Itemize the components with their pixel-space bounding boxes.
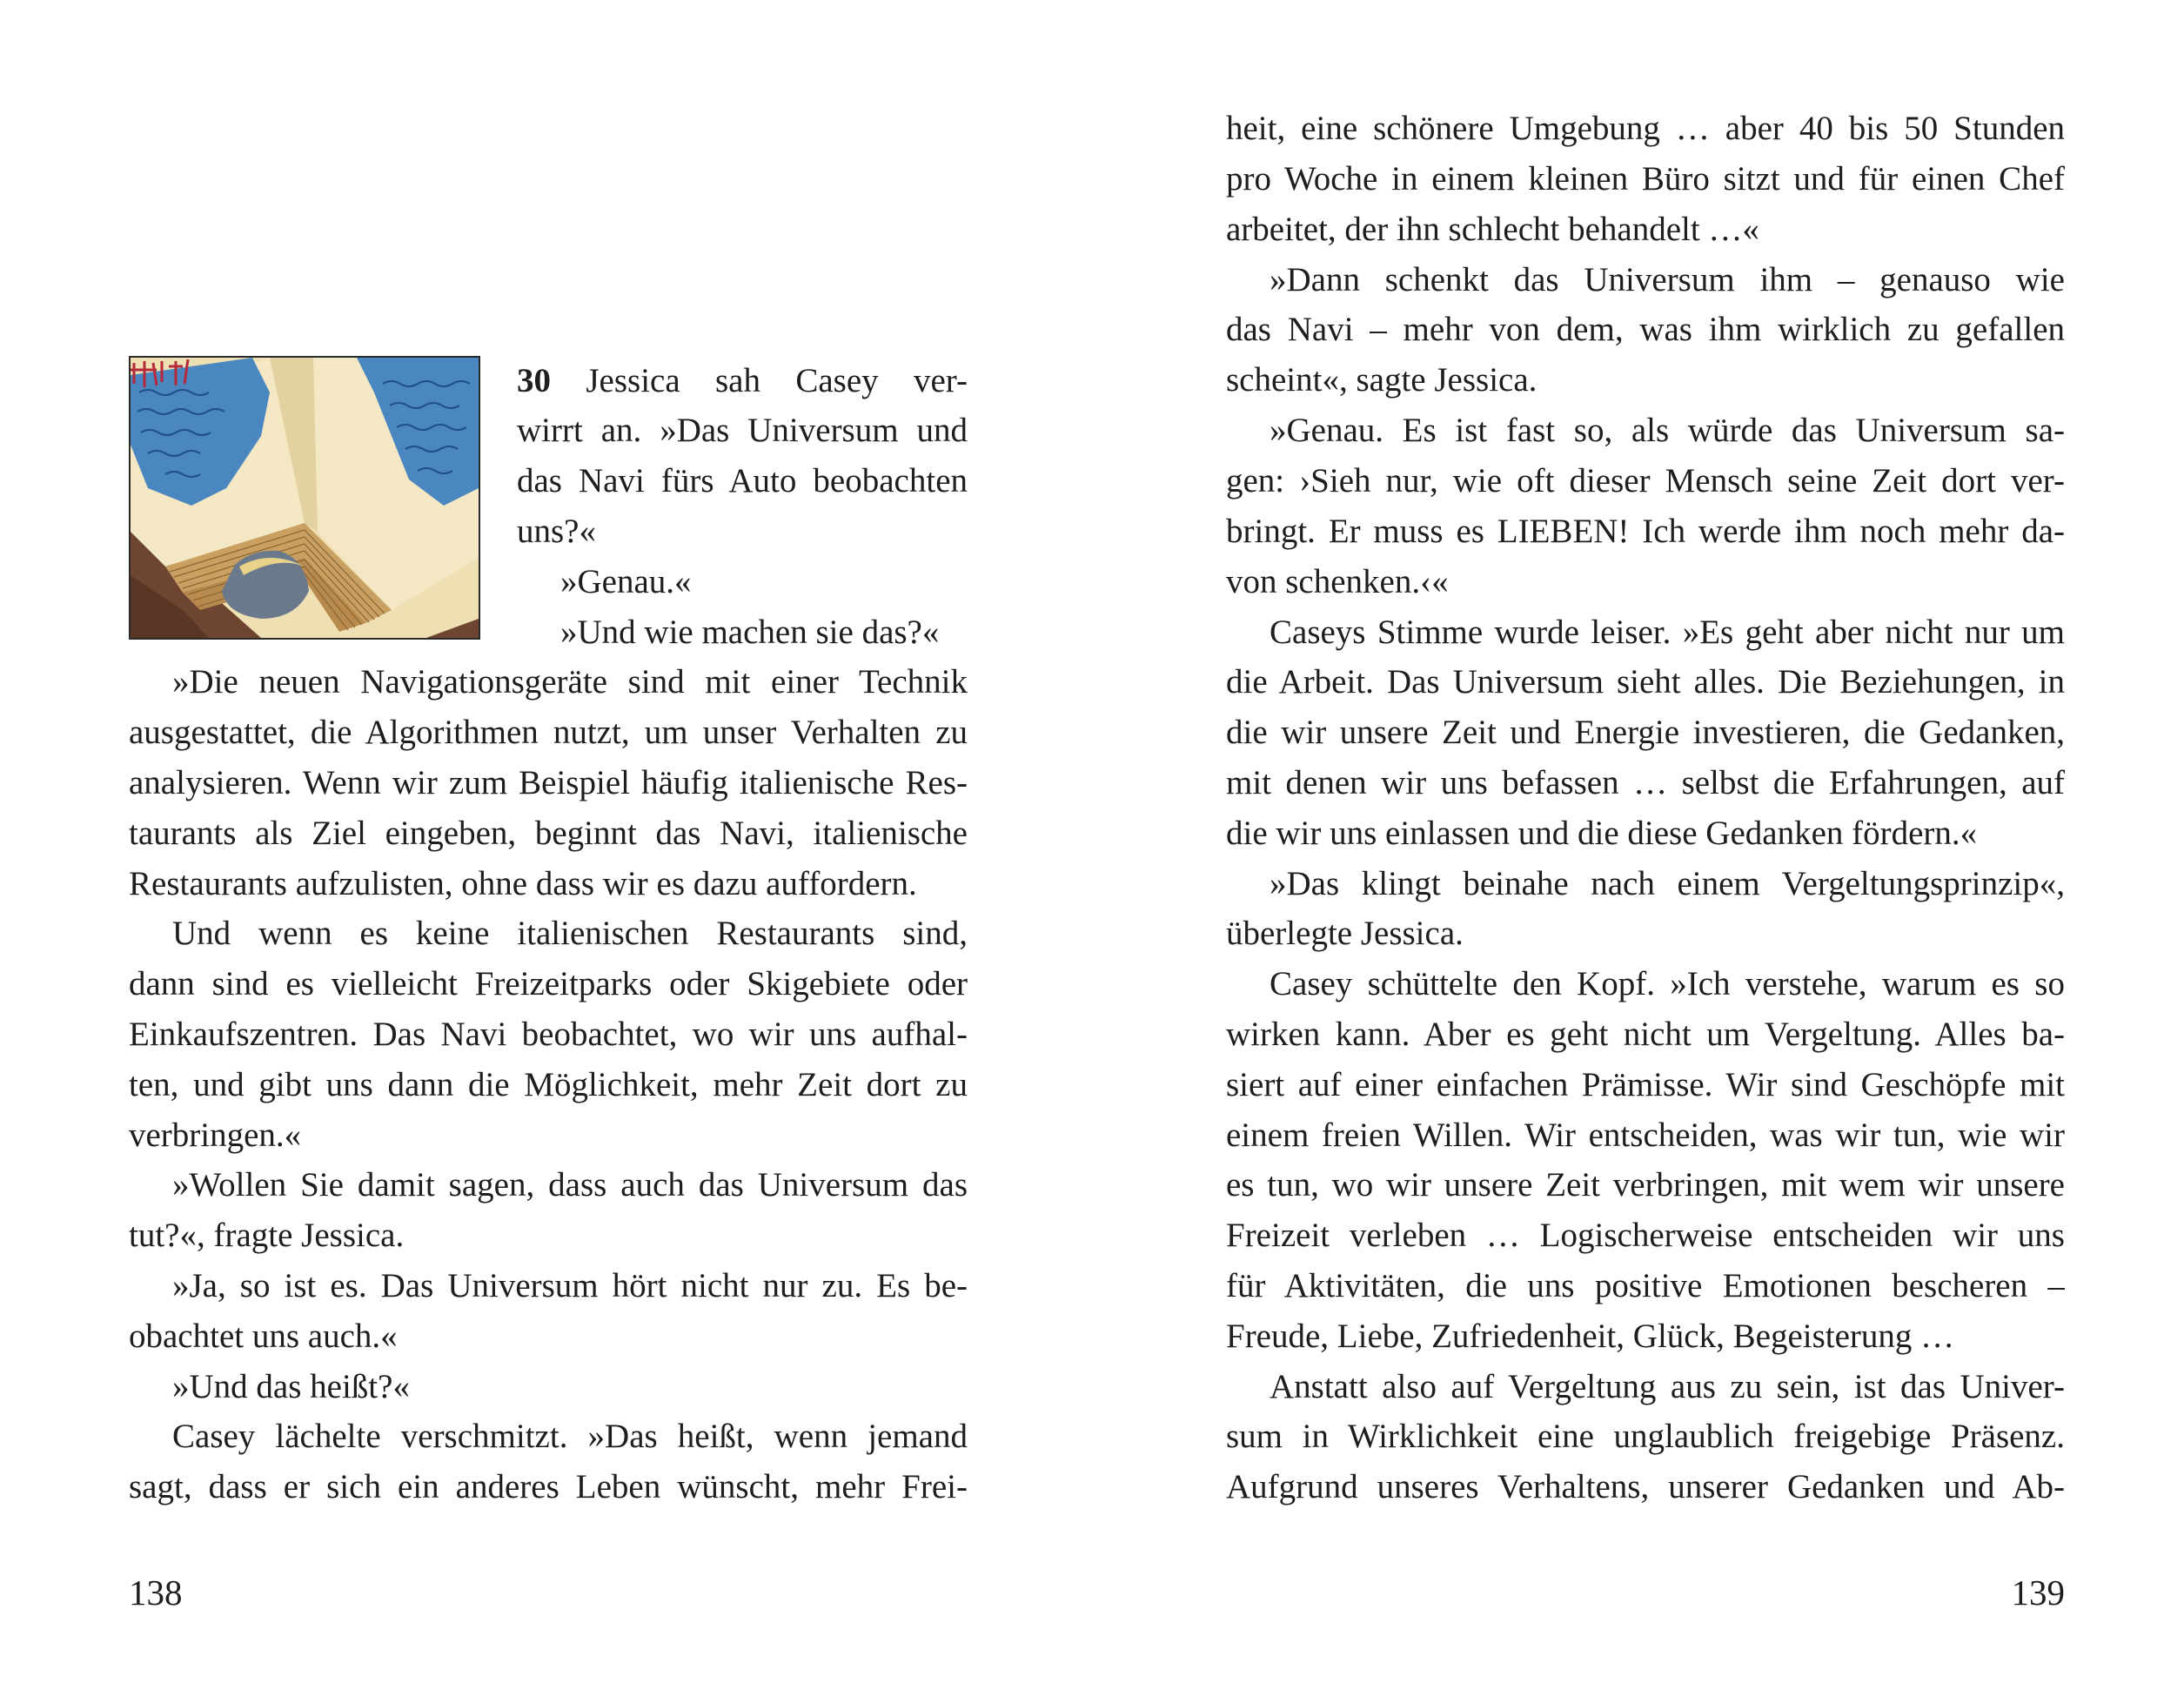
text-line: uns?« (517, 513, 596, 550)
text-line: »Und das heißt?« (172, 1368, 410, 1405)
text-line: die Arbeit. Das Universum sieht alles. Die Beziehungen, in (1226, 663, 2065, 701)
text-line: Restaurants aufzulisten, ohne dass wir es dazu auffordern. (129, 865, 917, 902)
text-line: verbringen.« (129, 1116, 302, 1154)
text-line: »Genau.« (560, 563, 692, 600)
chapter-first-line-text: Jessica sah Casey ver- (586, 362, 968, 399)
text-line: überlegte Jessica. (1226, 915, 1464, 952)
open-book-illustration (129, 356, 480, 640)
text-line: »Die neuen Navigationsgeräte sind mit einer Technik (172, 663, 968, 701)
text-line: obachtet uns auch.« (129, 1318, 398, 1355)
text-line: Casey lächelte verschmitzt. »Das heißt, wenn jemand (172, 1418, 968, 1455)
page-number: 139 (2011, 1572, 2065, 1613)
text-line: von schenken.‹« (1226, 563, 1449, 600)
text-line: Aufgrund unseres Verhaltens, unserer Gedanken und Ab- (1226, 1468, 2065, 1505)
text-line: siert auf einer einfachen Prämisse. Wir sind Geschöpfe mit (1226, 1066, 2065, 1103)
text-line: »Dann schenkt das Universum ihm – genauso wie (1270, 261, 2065, 298)
text-line: einem freien Willen. Wir entscheiden, was wir tun, wie wir (1226, 1116, 2065, 1154)
text-line: die wir uns einlassen und die diese Gedanken fördern.« (1226, 815, 1978, 852)
text-line: tut?«, fragte Jessica. (129, 1217, 405, 1254)
text-line: Einkaufszentren. Das Navi beobachtet, wo wir uns aufhal- (129, 1016, 968, 1053)
text-line: sagt, dass er sich ein anderes Leben wünscht, mehr Frei- (129, 1468, 968, 1505)
text-line: wirrt an. »Das Universum und (517, 412, 968, 449)
text-line: heit, eine schönere Umgebung … aber 40 bis 50 Stunden (1226, 110, 2065, 147)
text-line: ten, und gibt uns dann die Möglichkeit, mehr Zeit dort zu (129, 1066, 968, 1103)
text-line: »Genau. Es ist fast so, als würde das Universum sa- (1270, 412, 2065, 449)
text-line: das Navi fürs Auto beobachten (517, 462, 968, 500)
right-page (1092, 0, 2184, 1683)
text-line: Freude, Liebe, Zufriedenheit, Glück, Begeisterung … (1226, 1318, 1955, 1355)
text-line: wirken kann. Aber es geht nicht um Vergeltung. Alles ba- (1226, 1016, 2065, 1053)
text-line: »Das klingt beinahe nach einem Vergeltungsprinzip«, (1270, 865, 2065, 902)
text-line: pro Woche in einem kleinen Büro sitzt und für einen Chef (1226, 160, 2065, 198)
text-line: ausgestattet, die Algorithmen nutzt, um unser Verhalten zu (129, 714, 968, 751)
text-line: gen: ›Sieh nur, wie oft dieser Mensch seine Zeit dort ver- (1226, 462, 2065, 500)
text-line: Anstatt also auf Vergeltung aus zu sein, ist das Univer- (1270, 1368, 2065, 1405)
text-line: sum in Wirklichkeit eine unglaublich freigebige Präsenz. (1226, 1418, 2065, 1455)
text-line: »Und wie machen sie das?« (560, 614, 940, 651)
chapter-first-line (517, 356, 968, 406)
text-line: »Ja, so ist es. Das Universum hört nicht nur zu. Es be- (172, 1267, 968, 1304)
text-line: das Navi – mehr von dem, was ihm wirklich zu gefallen (1226, 311, 2065, 348)
text-line: dann sind es vielleicht Freizeitparks oder Skigebiete oder (129, 965, 968, 1002)
text-line: Casey schüttelte den Kopf. »Ich verstehe, warum es so (1270, 965, 2065, 1002)
text-line: Freizeit verleben … Logischerweise entscheiden wir uns (1226, 1217, 2065, 1254)
text-line: taurants als Ziel eingeben, beginnt das Navi, italienische (129, 815, 968, 852)
text-line: für Aktivitäten, die uns positive Emotionen bescheren – (1226, 1267, 2065, 1304)
text-line: mit denen wir uns befassen … selbst die Erfahrungen, auf (1226, 764, 2065, 801)
text-line: »Wollen Sie damit sagen, dass auch das Universum das (172, 1166, 968, 1204)
text-line: arbeitet, der ihn schlecht behandelt …« (1226, 211, 1759, 248)
page-number: 138 (129, 1572, 183, 1613)
text-line: die wir unsere Zeit und Energie investieren, die Gedanken, (1226, 714, 2065, 751)
text-line: analysieren. Wenn wir zum Beispiel häufig italienische Res- (129, 764, 968, 801)
text-line: Und wenn es keine italienischen Restaurants sind, (172, 915, 968, 952)
text-line: Caseys Stimme wurde leiser. »Es geht aber nicht nur um (1270, 614, 2065, 651)
text-line: es tun, wo wir unsere Zeit verbringen, mit wem wir unsere (1226, 1166, 2065, 1204)
text-line: bringt. Er muss es LIEBEN! Ich werde ihm noch mehr da- (1226, 513, 2065, 550)
chapter-number: 30 (517, 362, 551, 399)
text-line: scheint«, sagte Jessica. (1226, 361, 1538, 399)
